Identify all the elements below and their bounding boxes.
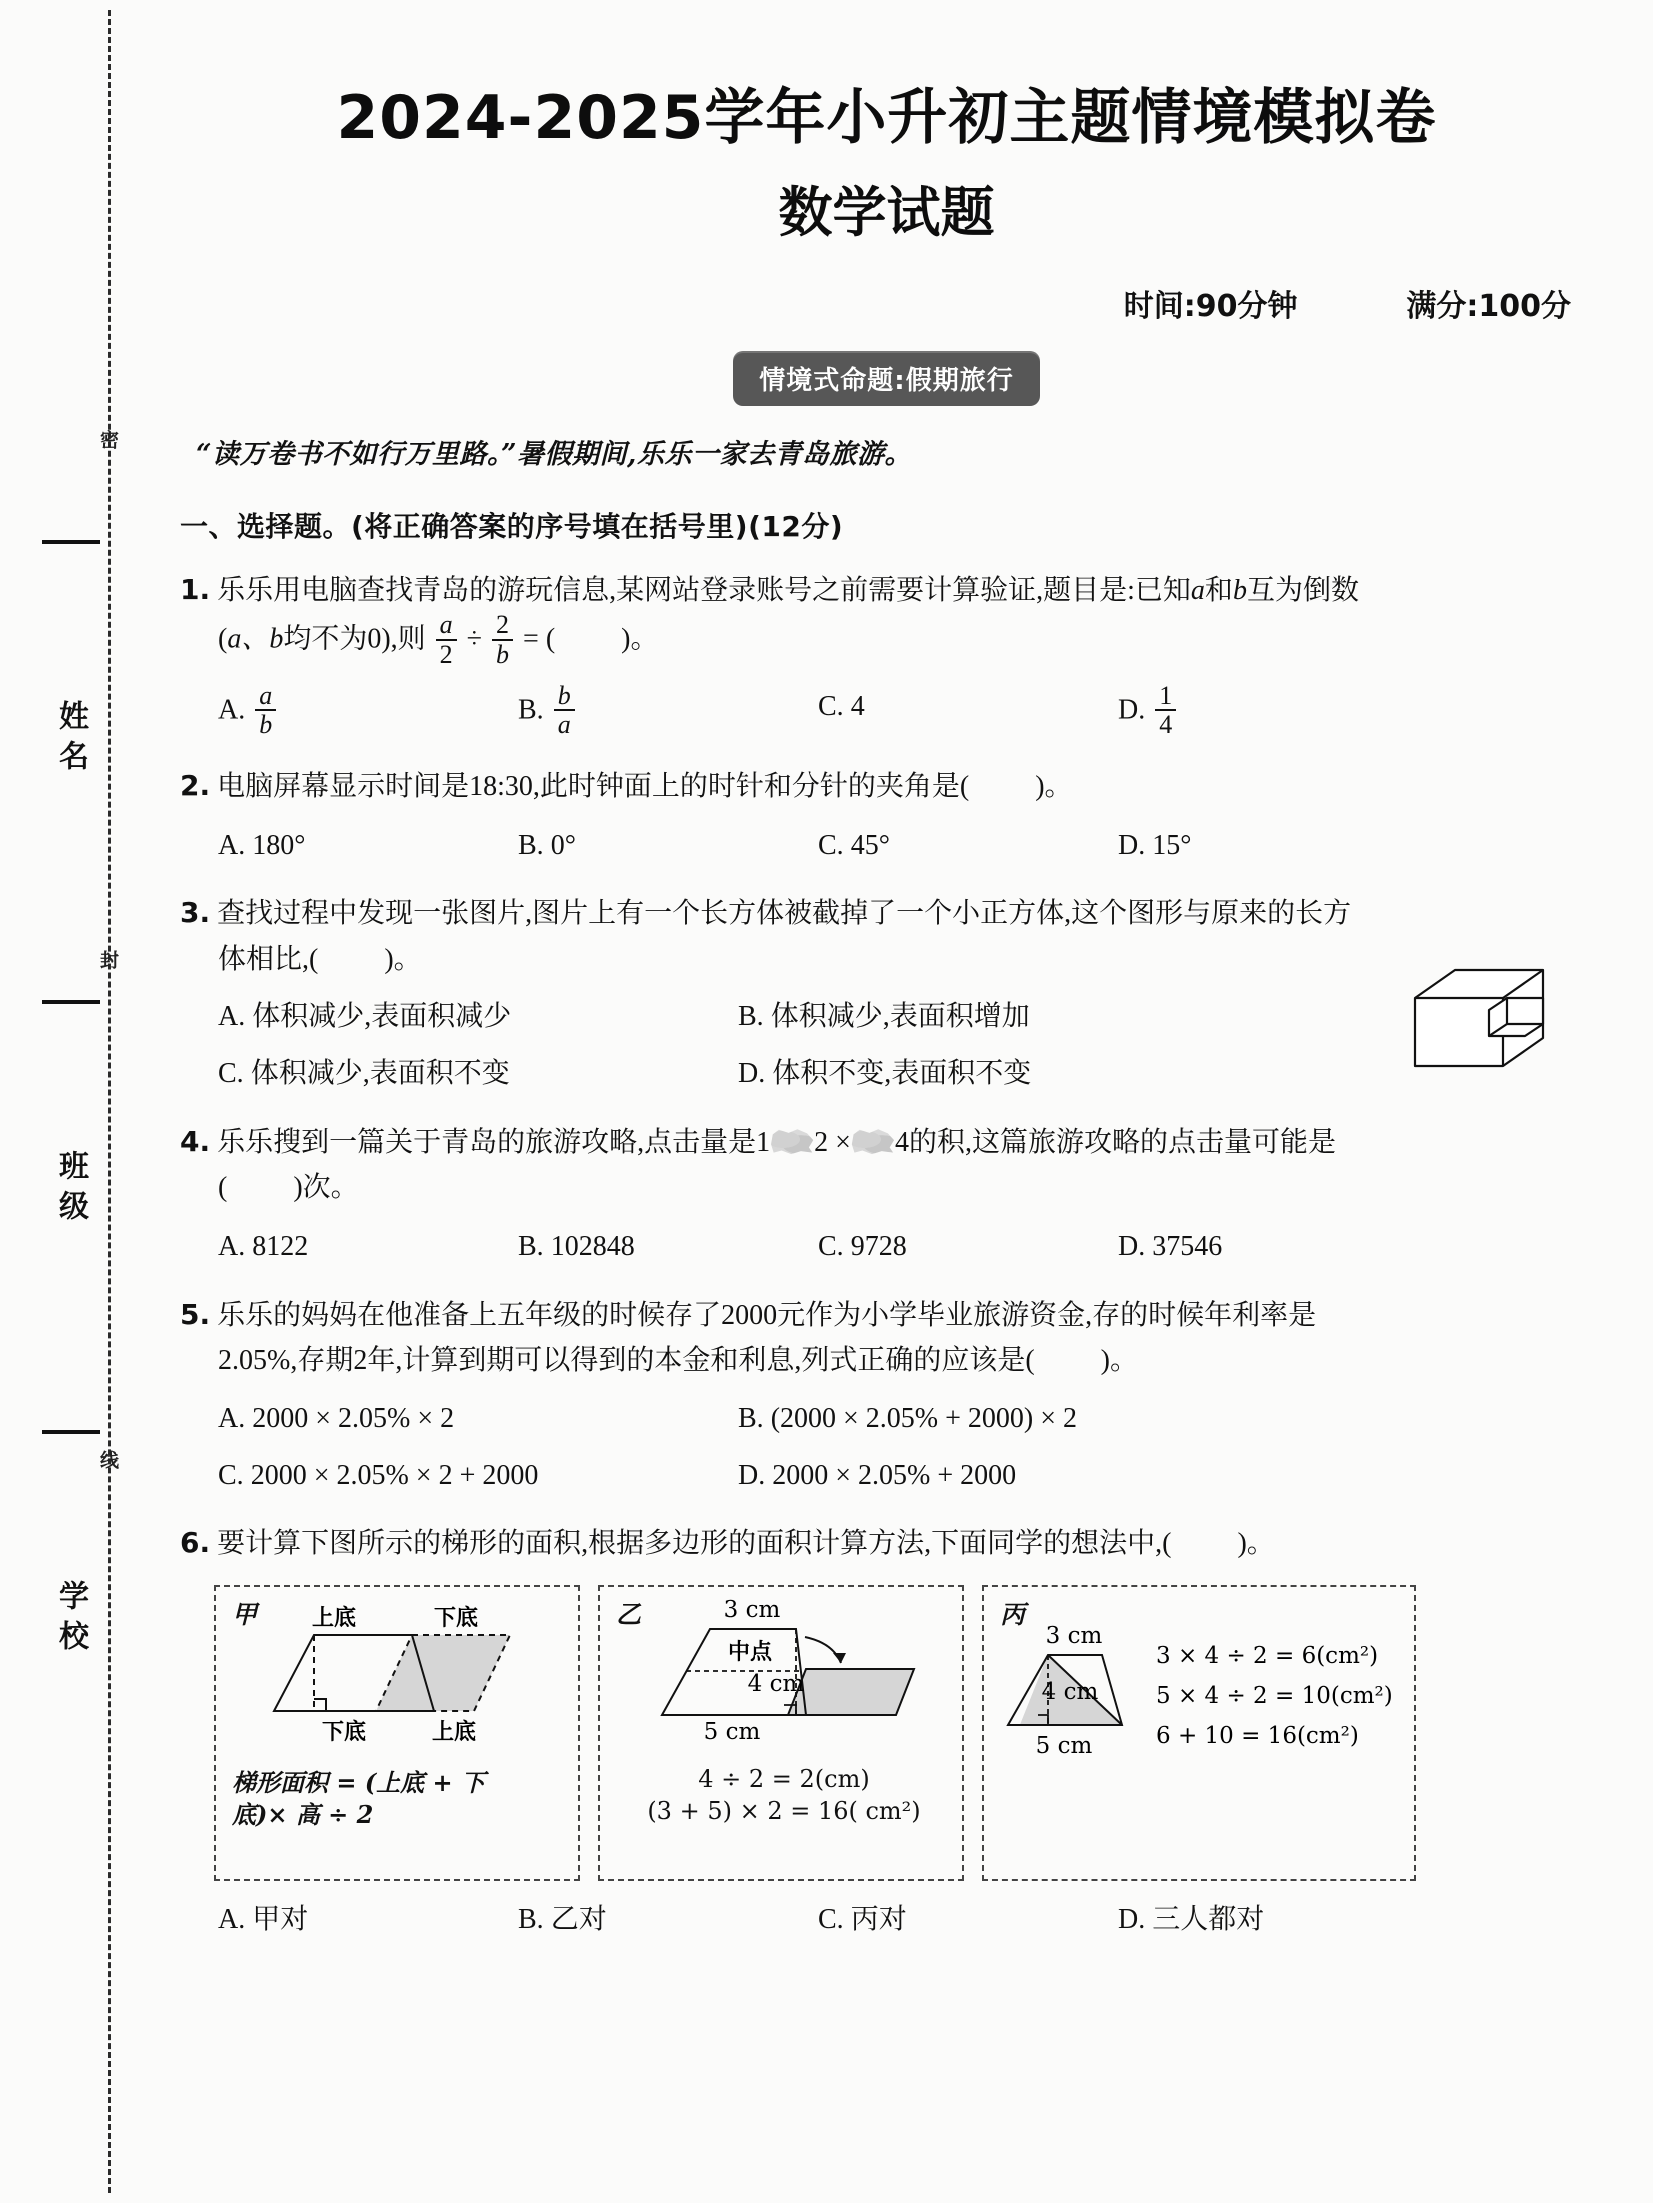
option-a[interactable] <box>218 1224 518 1269</box>
jia-formula-line1: 梯形面积 = (上底 + 下 <box>232 1767 485 1797</box>
option-a[interactable] <box>218 994 738 1039</box>
question-text-cont: 2.05%,存期2年,计算到期可以得到的本金和利息,列式正确的应该是( <box>218 1345 1035 1377</box>
option-value: 体积减少,表面积减少 <box>252 1000 512 1032</box>
label-top: 3 cm <box>723 1596 781 1623</box>
close-paren: )。 <box>621 624 659 656</box>
binding-label-class: 班级 <box>53 1150 88 1230</box>
option-a[interactable] <box>218 1396 738 1441</box>
ink-smudge-icon <box>770 1129 814 1155</box>
option-label: C. <box>218 1058 244 1090</box>
option-label: C. <box>818 690 844 722</box>
question-3-options-row1 <box>218 994 1593 1039</box>
question-5 <box>180 1292 1593 1498</box>
binding-rule-class <box>42 1000 100 1004</box>
label-height: 4 cm <box>1041 1678 1099 1705</box>
option-label: D. <box>738 1058 766 1090</box>
option-a[interactable] <box>218 823 518 868</box>
option-b[interactable] <box>518 823 818 868</box>
option-value: 甲对 <box>252 1903 309 1935</box>
option-value: 9728 <box>850 1231 907 1263</box>
paren-open: ( <box>218 624 228 656</box>
exam-content <box>150 0 1653 2203</box>
option-b[interactable] <box>518 680 818 741</box>
option-d[interactable] <box>738 1453 1258 1498</box>
option-d[interactable] <box>738 1051 1258 1096</box>
option-label: D. <box>1118 694 1146 726</box>
question-6-diagram-boxes <box>214 1585 1593 1881</box>
option-value: 2000 × 2.05% × 2 + 2000 <box>250 1459 539 1491</box>
divide-operator: ÷ <box>466 624 483 656</box>
question-text: 乐乐的妈妈在他准备上五年级的时候存了2000元作为小学毕业旅游资金,存的时候年利率是 <box>217 1299 1317 1331</box>
option-d[interactable] <box>1118 1897 1418 1942</box>
equals-open-paren: = ( <box>523 624 556 656</box>
close-paren: )次。 <box>293 1172 359 1204</box>
theme-badge: 情境式命题:假期旅行 <box>733 351 1039 406</box>
close-paren: )。 <box>1100 1345 1138 1377</box>
option-label: D. <box>1118 1231 1146 1263</box>
question-5-options-row2 <box>218 1453 1593 1498</box>
option-value: 4 <box>850 690 865 722</box>
label-top-left: 上底 <box>311 1605 357 1631</box>
option-b-fraction: $\frac{b}{a}$ <box>554 682 575 739</box>
question-number: 4. <box>180 1124 211 1158</box>
binding-strip <box>0 0 150 2203</box>
question-number: 6. <box>180 1526 211 1560</box>
label-height: 4 cm <box>747 1670 805 1697</box>
option-label: A. <box>218 1402 246 1434</box>
theme-badge-wrap <box>180 351 1593 406</box>
cuboid-cut-corner-figure <box>1403 954 1553 1098</box>
option-label: B. <box>738 1402 764 1434</box>
close-paren: )。 <box>1035 770 1073 802</box>
page-subtitle: 数学试题 <box>778 181 995 244</box>
variable-a: a <box>1190 575 1205 606</box>
option-label: A. <box>218 1231 246 1263</box>
question-text-mid: 2 × <box>814 1126 851 1158</box>
option-c[interactable] <box>218 1051 738 1096</box>
bing-trapezoid-figure <box>984 1587 1414 1817</box>
close-paren: )。 <box>1237 1528 1275 1560</box>
variables-ab: a、b <box>227 624 284 656</box>
ink-smudge-icon <box>851 1129 895 1155</box>
option-value: 2000 × 2.05% × 2 <box>252 1402 455 1434</box>
option-value: 体积减少,表面积不变 <box>250 1058 510 1090</box>
yi-formula <box>616 1763 952 1828</box>
scenario-quote: “读万卷书不如行万里路。”暑假期间,乐乐一家去青岛旅游。 <box>196 439 912 470</box>
question-text: 要计算下图所示的梯形的面积,根据多边形的面积计算方法,下面同学的想法中,( <box>217 1528 1172 1560</box>
question-4-options <box>218 1224 1593 1269</box>
yi-formula-line2: (3 + 5) × 2 = 16( cm²) <box>647 1796 921 1825</box>
question-3 <box>180 890 1593 1096</box>
seal-char-mi: 密 <box>97 430 119 449</box>
option-b[interactable] <box>518 1224 818 1269</box>
yi-trapezoid-figure <box>600 1587 962 1777</box>
seal-char-feng: 封 <box>97 950 119 969</box>
option-label: B. <box>518 829 544 861</box>
exam-total-score: 满分:100分 <box>1406 289 1571 324</box>
bing-formula-line3: 6 + 10 = 16(cm²) <box>1156 1722 1359 1749</box>
option-value: 15° <box>1152 829 1192 861</box>
option-label: A. <box>218 694 246 726</box>
diagram-tag: 甲 <box>232 1599 258 1629</box>
exam-duration: 时间:90分钟 <box>1123 289 1298 324</box>
label-bottom-left: 下底 <box>321 1719 367 1745</box>
question-text: 电脑屏幕显示时间是18:30,此时钟面上的时针和分针的夹角是( <box>217 770 970 802</box>
option-c[interactable] <box>818 1897 1118 1942</box>
close-paren: )。 <box>384 943 422 975</box>
question-2 <box>180 763 1593 869</box>
option-label: D. <box>738 1459 766 1491</box>
question-5-options-row1 <box>218 1396 1593 1441</box>
question-text-end: 4的积,这篇旅游攻略的点击量可能是 <box>894 1126 1336 1158</box>
binding-rule-name <box>42 540 100 544</box>
question-number: 2. <box>180 768 211 802</box>
question-text-cont: 体相比,( <box>218 943 319 975</box>
option-a[interactable] <box>218 680 518 741</box>
bing-formula-line2: 5 × 4 ÷ 2 = 10(cm²) <box>1156 1682 1393 1709</box>
bing-formula-line1: 3 × 4 ÷ 2 = 6(cm²) <box>1156 1642 1379 1669</box>
option-label: C. <box>818 1231 844 1263</box>
option-label: D. <box>1118 1903 1146 1935</box>
option-value: 0° <box>550 829 576 861</box>
option-label: B. <box>518 1231 544 1263</box>
question-text: 查找过程中发现一张图片,图片上有一个长方体被截掉了一个小正方体,这个图形与原来的长方 <box>217 898 1352 930</box>
label-bottom: 5 cm <box>1035 1732 1093 1759</box>
option-label: C. <box>818 1903 844 1935</box>
option-value: 180° <box>252 829 306 861</box>
option-d[interactable] <box>1118 823 1191 868</box>
question-text: 乐乐用电脑查找青岛的游玩信息,某网站登录账号之前需要计算验证,题目是:已知 <box>217 575 1191 606</box>
option-label: A. <box>218 829 246 861</box>
option-value: (2000 × 2.05% + 2000) × 2 <box>770 1402 1078 1434</box>
exam-meta <box>180 281 1593 325</box>
option-value: 8122 <box>252 1231 309 1263</box>
question-text: 乐乐搜到一篇关于青岛的旅游攻略,点击量是1 <box>217 1126 771 1158</box>
option-value: 三人都对 <box>1152 1903 1265 1935</box>
diagram-box-bing <box>982 1585 1416 1881</box>
binding-label-school: 学校 <box>53 1580 88 1660</box>
question-4 <box>180 1119 1593 1270</box>
option-value: 乙对 <box>550 1903 607 1935</box>
option-label: C. <box>218 1459 244 1491</box>
option-a[interactable] <box>218 1897 518 1942</box>
jia-formula-line2: 底)× 高 ÷ 2 <box>232 1799 374 1829</box>
option-d[interactable] <box>1118 1224 1222 1269</box>
open-paren: ( <box>218 1172 228 1204</box>
option-value: 体积不变,表面积不变 <box>772 1058 1032 1090</box>
question-3-options-row2 <box>218 1051 1593 1096</box>
option-label: B. <box>738 1000 764 1032</box>
page-title: 2024-2025学年小升初主题情境模拟卷 <box>336 83 1437 153</box>
option-label: B. <box>518 694 544 726</box>
question-1-options <box>218 680 1593 741</box>
seal-char-xian: 线 <box>97 1450 119 1469</box>
option-label: A. <box>218 1903 246 1935</box>
option-b[interactable] <box>518 1897 818 1942</box>
option-b[interactable] <box>738 994 1258 1039</box>
jia-trapezoid-figure <box>216 1587 578 1777</box>
option-c[interactable] <box>818 1224 1118 1269</box>
section-heading-choice: 一、选择题。(将正确答案的序号填在括号里)(12分) <box>180 510 844 543</box>
label-midpoint: 中点 <box>727 1639 773 1665</box>
question-4-line2 <box>218 1165 1593 1210</box>
option-b[interactable] <box>738 1396 1258 1441</box>
label-bottom: 5 cm <box>703 1718 761 1745</box>
diagram-box-jia <box>214 1585 580 1881</box>
binding-label-name: 姓名 <box>53 700 88 780</box>
question-5-line2 <box>218 1338 1593 1383</box>
label-top: 3 cm <box>1045 1622 1103 1649</box>
question-6-options <box>218 1897 1593 1942</box>
option-label: A. <box>218 1000 246 1032</box>
question-6 <box>180 1520 1593 1942</box>
option-d[interactable] <box>1118 680 1179 741</box>
binding-dashed-line <box>108 10 111 2193</box>
option-label: C. <box>818 829 844 861</box>
option-c[interactable] <box>818 684 1118 741</box>
option-value: 102848 <box>550 1231 635 1263</box>
option-c[interactable] <box>218 1453 738 1498</box>
question-number: 5. <box>180 1297 211 1331</box>
option-value: 2000 × 2.05% + 2000 <box>772 1459 1017 1491</box>
question-3-line2 <box>218 937 1593 982</box>
condition-text: 均不为0),则 <box>283 624 426 656</box>
fraction-a-over-2: $\frac{a}{2}$ <box>436 611 457 668</box>
option-label: B. <box>518 1903 544 1935</box>
option-a-fraction: $\frac{a}{b}$ <box>255 682 276 739</box>
option-label: D. <box>1118 829 1146 861</box>
fraction-2-over-b: $\frac{2}{b}$ <box>492 611 513 668</box>
diagram-tag: 丙 <box>1000 1599 1026 1629</box>
question-2-options <box>218 823 1593 868</box>
option-value: 体积减少,表面积增加 <box>770 1000 1030 1032</box>
binding-rule-school <box>42 1430 100 1434</box>
question-1 <box>180 567 1593 741</box>
question-text-end: 互为倒数 <box>1246 575 1359 606</box>
jia-formula <box>232 1767 568 1832</box>
option-c[interactable] <box>818 823 1118 868</box>
yi-formula-line1: 4 ÷ 2 = 2(cm) <box>698 1764 870 1793</box>
question-number: 1. <box>180 573 211 606</box>
diagram-tag: 乙 <box>616 1599 642 1629</box>
question-1-line2 <box>218 610 1593 670</box>
option-d-fraction: $\frac{1}{4}$ <box>1155 682 1176 739</box>
label-bottom-right: 上底 <box>431 1719 477 1745</box>
option-value: 丙对 <box>850 1903 907 1935</box>
option-value: 37546 <box>1152 1231 1223 1263</box>
diagram-box-yi <box>598 1585 964 1881</box>
variable-b: b <box>1232 575 1247 606</box>
conjunction: 和 <box>1204 575 1233 606</box>
option-value: 45° <box>850 829 890 861</box>
question-number: 3. <box>180 896 211 930</box>
label-top-right: 下底 <box>433 1605 479 1631</box>
